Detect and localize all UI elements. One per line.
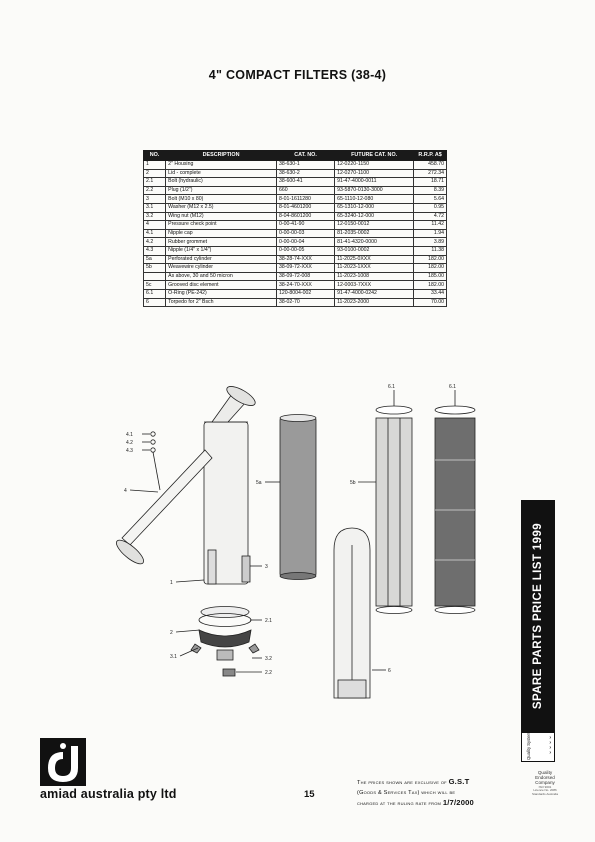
qc-line1: Quality (537, 770, 553, 775)
cell-description: Rubber grommet (166, 238, 277, 247)
cell-no: 4 (144, 221, 166, 230)
cell-cat-no: 38-630-2 (277, 169, 335, 178)
quality-endorsed-mark (526, 770, 564, 796)
gst-note (357, 777, 474, 810)
cell-description: Grooved disc element (166, 281, 277, 290)
label-4: 4 (124, 488, 127, 494)
cell-description: Wing nut (M12) (166, 212, 277, 221)
col-header-description: DESCRIPTION (166, 151, 277, 161)
cell-no: 3.1 (144, 203, 166, 212)
housing-drawing (113, 383, 258, 584)
cell-price: 18.71 (414, 178, 447, 187)
cell-price: 70.00 (414, 298, 447, 307)
cell-description: Nipple (1/4" x 1/4") (166, 246, 277, 255)
cell-description: Weavewire cylinder (166, 264, 277, 273)
grooved-disc-element-drawing (435, 406, 475, 614)
chevrons-icon: › › › › (549, 735, 551, 756)
parts-table-body (144, 161, 447, 307)
cell-no: 4.2 (144, 238, 166, 247)
cell-price: 182.00 (414, 281, 447, 290)
cell-no: 4.3 (144, 246, 166, 255)
company-name: amiad australia pty ltd (40, 787, 177, 801)
cell-future-cat-no: 81-41-4320-0000 (335, 238, 414, 247)
cell-price: 0.95 (414, 203, 447, 212)
label-6-1-left: 6.1 (388, 384, 395, 390)
cell-no: 2 (144, 169, 166, 178)
cell-cat-no: 0-00-00-05 (277, 246, 335, 255)
cell-future-cat-no: 65-1310-12-000 (335, 203, 414, 212)
label-4-3: 4.3 (126, 448, 133, 454)
label-3-2: 3.2 (265, 656, 272, 662)
spare-parts-side-tab (521, 500, 555, 732)
cell-price: 11.42 (414, 221, 447, 230)
cell-cat-no: 38-02-70 (277, 298, 335, 307)
qc-small1: ISO 9001 (538, 784, 552, 789)
table-row (144, 203, 447, 212)
cell-future-cat-no: 11-2023-1008 (335, 272, 414, 281)
label-4-2: 4.2 (126, 440, 133, 446)
cell-description: Lid - complete (166, 169, 277, 178)
cell-future-cat-no: 93-0100-0002 (335, 246, 414, 255)
cell-description: Nipple cap (166, 229, 277, 238)
quality-system-text: Quality System (526, 731, 531, 760)
cell-future-cat-no: 12-0220-1150 (335, 161, 414, 170)
cell-description: Plug (1/2") (166, 186, 277, 195)
cell-cat-no: 8-01-4601200 (277, 203, 335, 212)
cell-future-cat-no: 93-5870-0130-3000 (335, 186, 414, 195)
cell-future-cat-no: 12-0150-0012 (335, 221, 414, 230)
table-row (144, 212, 447, 221)
cell-no (144, 272, 166, 281)
parts-table (143, 150, 447, 307)
cell-no: 5a (144, 255, 166, 264)
cell-future-cat-no: 11-2025-0XXX (335, 255, 414, 264)
cell-description: As above, 30 and 50 micron (166, 272, 277, 281)
cell-price: 5.64 (414, 195, 447, 204)
qc-line3: Company (535, 780, 555, 786)
table-row (144, 298, 447, 307)
cell-cat-no: 0-00-00-04 (277, 238, 335, 247)
torpedo-drawing (334, 528, 370, 698)
cell-future-cat-no: 12-0270-1100 (335, 169, 414, 178)
cell-price: 272.34 (414, 169, 447, 178)
cell-price: 458.70 (414, 161, 447, 170)
cell-description: Pressure check point (166, 221, 277, 230)
cell-no: 6.1 (144, 289, 166, 298)
gst-note-gst: G.S.T (448, 777, 470, 786)
label-6-1-right: 6.1 (449, 384, 456, 390)
cell-no: 2.1 (144, 178, 166, 187)
table-row (144, 289, 447, 298)
cell-price: 11.38 (414, 246, 447, 255)
cell-cat-no: 8-04-8601200 (277, 212, 335, 221)
cell-cat-no: 38-09-72-XXX (277, 264, 335, 273)
cell-no: 5b (144, 264, 166, 273)
cell-cat-no: 38-600-41 (277, 178, 335, 187)
cell-cat-no: 660 (277, 186, 335, 195)
cell-price: 4.72 (414, 212, 447, 221)
cell-description: Bolt (hydraulic) (166, 178, 277, 187)
perforated-cylinder-drawing (280, 415, 316, 580)
table-row (144, 169, 447, 178)
cell-no: 2.2 (144, 186, 166, 195)
label-2-2: 2.2 (265, 670, 272, 676)
label-3: 3 (265, 564, 268, 570)
pressure-check-point-drawing (151, 432, 160, 490)
cell-description: O-Ring (PE-242) (166, 289, 277, 298)
label-3-1: 3.1 (170, 654, 177, 660)
col-header-price: R.R.P. A$ (414, 151, 447, 161)
cell-description: Washer (M12 x 2.5) (166, 203, 277, 212)
cell-future-cat-no: 91-47-4000-0242 (335, 289, 414, 298)
gst-note-line3: charged at the ruling rate from (357, 801, 442, 808)
cell-price: 182.00 (414, 264, 447, 273)
quality-system-badge (521, 732, 555, 762)
table-row (144, 255, 447, 264)
label-2: 2 (170, 630, 173, 636)
cell-cat-no: 38-24-70-XXX (277, 281, 335, 290)
cell-cat-no: 0-00-00-03 (277, 229, 335, 238)
cell-price: 185.00 (414, 272, 447, 281)
cell-future-cat-no: 81-2035-0002 (335, 229, 414, 238)
cell-cat-no: 38-09-72-008 (277, 272, 335, 281)
col-header-future-cat-no: FUTURE CAT. NO. (335, 151, 414, 161)
gst-note-line2-post: which will be (421, 789, 456, 796)
cell-no: 5c (144, 281, 166, 290)
table-row (144, 229, 447, 238)
table-row (144, 186, 447, 195)
table-row (144, 272, 447, 281)
table-row (144, 195, 447, 204)
cell-no: 4.1 (144, 229, 166, 238)
cell-future-cat-no: 11-2023-2000 (335, 298, 414, 307)
table-row (144, 264, 447, 273)
col-header-no: NO. (144, 151, 166, 161)
cell-cat-no: 38-630-1 (277, 161, 335, 170)
gst-note-line2: (Goods & Services Tax) (357, 789, 420, 796)
cell-price: 182.00 (414, 255, 447, 264)
label-1: 1 (170, 580, 173, 586)
table-row (144, 178, 447, 187)
page-title: 4" COMPACT FILTERS (38-4) (208, 68, 387, 82)
qc-line2: Endorsed (535, 775, 555, 781)
cell-cat-no: 8-01-1611280 (277, 195, 335, 204)
side-tab-text: SPARE PARTS PRICE LIST 1999 (532, 522, 544, 710)
gst-note-date: 1/7/2000 (442, 798, 474, 808)
exploded-assembly-drawing (100, 380, 500, 715)
weavewire-cylinder-drawing (376, 406, 412, 614)
table-row (144, 281, 447, 290)
lid-drawing (191, 607, 259, 677)
cell-cat-no: 38-28-74-XXX (277, 255, 335, 264)
cell-description: Perforated cylinder (166, 255, 277, 264)
cell-description: Bolt (M10 x 80) (166, 195, 277, 204)
cell-price: 3.89 (414, 238, 447, 247)
page-number: 15 (304, 789, 315, 800)
amiad-logo-icon (40, 738, 86, 786)
table-header-row (144, 151, 447, 161)
cell-description: 2" Housing (166, 161, 277, 170)
table-row (144, 246, 447, 255)
label-5b: 5b (350, 480, 356, 486)
col-header-cat-no: CAT. NO. (277, 151, 335, 161)
cell-future-cat-no: 65-3240-12-000 (335, 212, 414, 221)
table-row (144, 238, 447, 247)
cell-future-cat-no: 12-0003-7XXX (335, 281, 414, 290)
cell-no: 6 (144, 298, 166, 307)
table-row (144, 161, 447, 170)
cell-price: 8.39 (414, 186, 447, 195)
table-row (144, 221, 447, 230)
cell-no: 1 (144, 161, 166, 170)
label-4-1: 4.1 (126, 432, 133, 438)
cell-no: 3.2 (144, 212, 166, 221)
label-6: 6 (388, 668, 391, 674)
cell-cat-no: 0-00-41-90 (277, 221, 335, 230)
cell-no: 3 (144, 195, 166, 204)
qc-small2: Licence No. 2086 (533, 788, 557, 793)
cell-cat-no: 120-8004-002 (277, 289, 335, 298)
cell-description: Torpedo for 2" Bsch (166, 298, 277, 307)
qc-small3: Standards Australia (531, 791, 558, 796)
cell-price: 33.44 (414, 289, 447, 298)
label-2-1: 2.1 (265, 618, 272, 624)
cell-future-cat-no: 91-47-4000-0011 (335, 178, 414, 187)
gst-note-line1: The prices shown are exclusive of (357, 780, 447, 786)
cell-price: 1.94 (414, 229, 447, 238)
label-5a: 5a (256, 480, 262, 486)
cell-future-cat-no: 65-1110-12-080 (335, 195, 414, 204)
cell-future-cat-no: 11-2023-1XXX (335, 264, 414, 273)
